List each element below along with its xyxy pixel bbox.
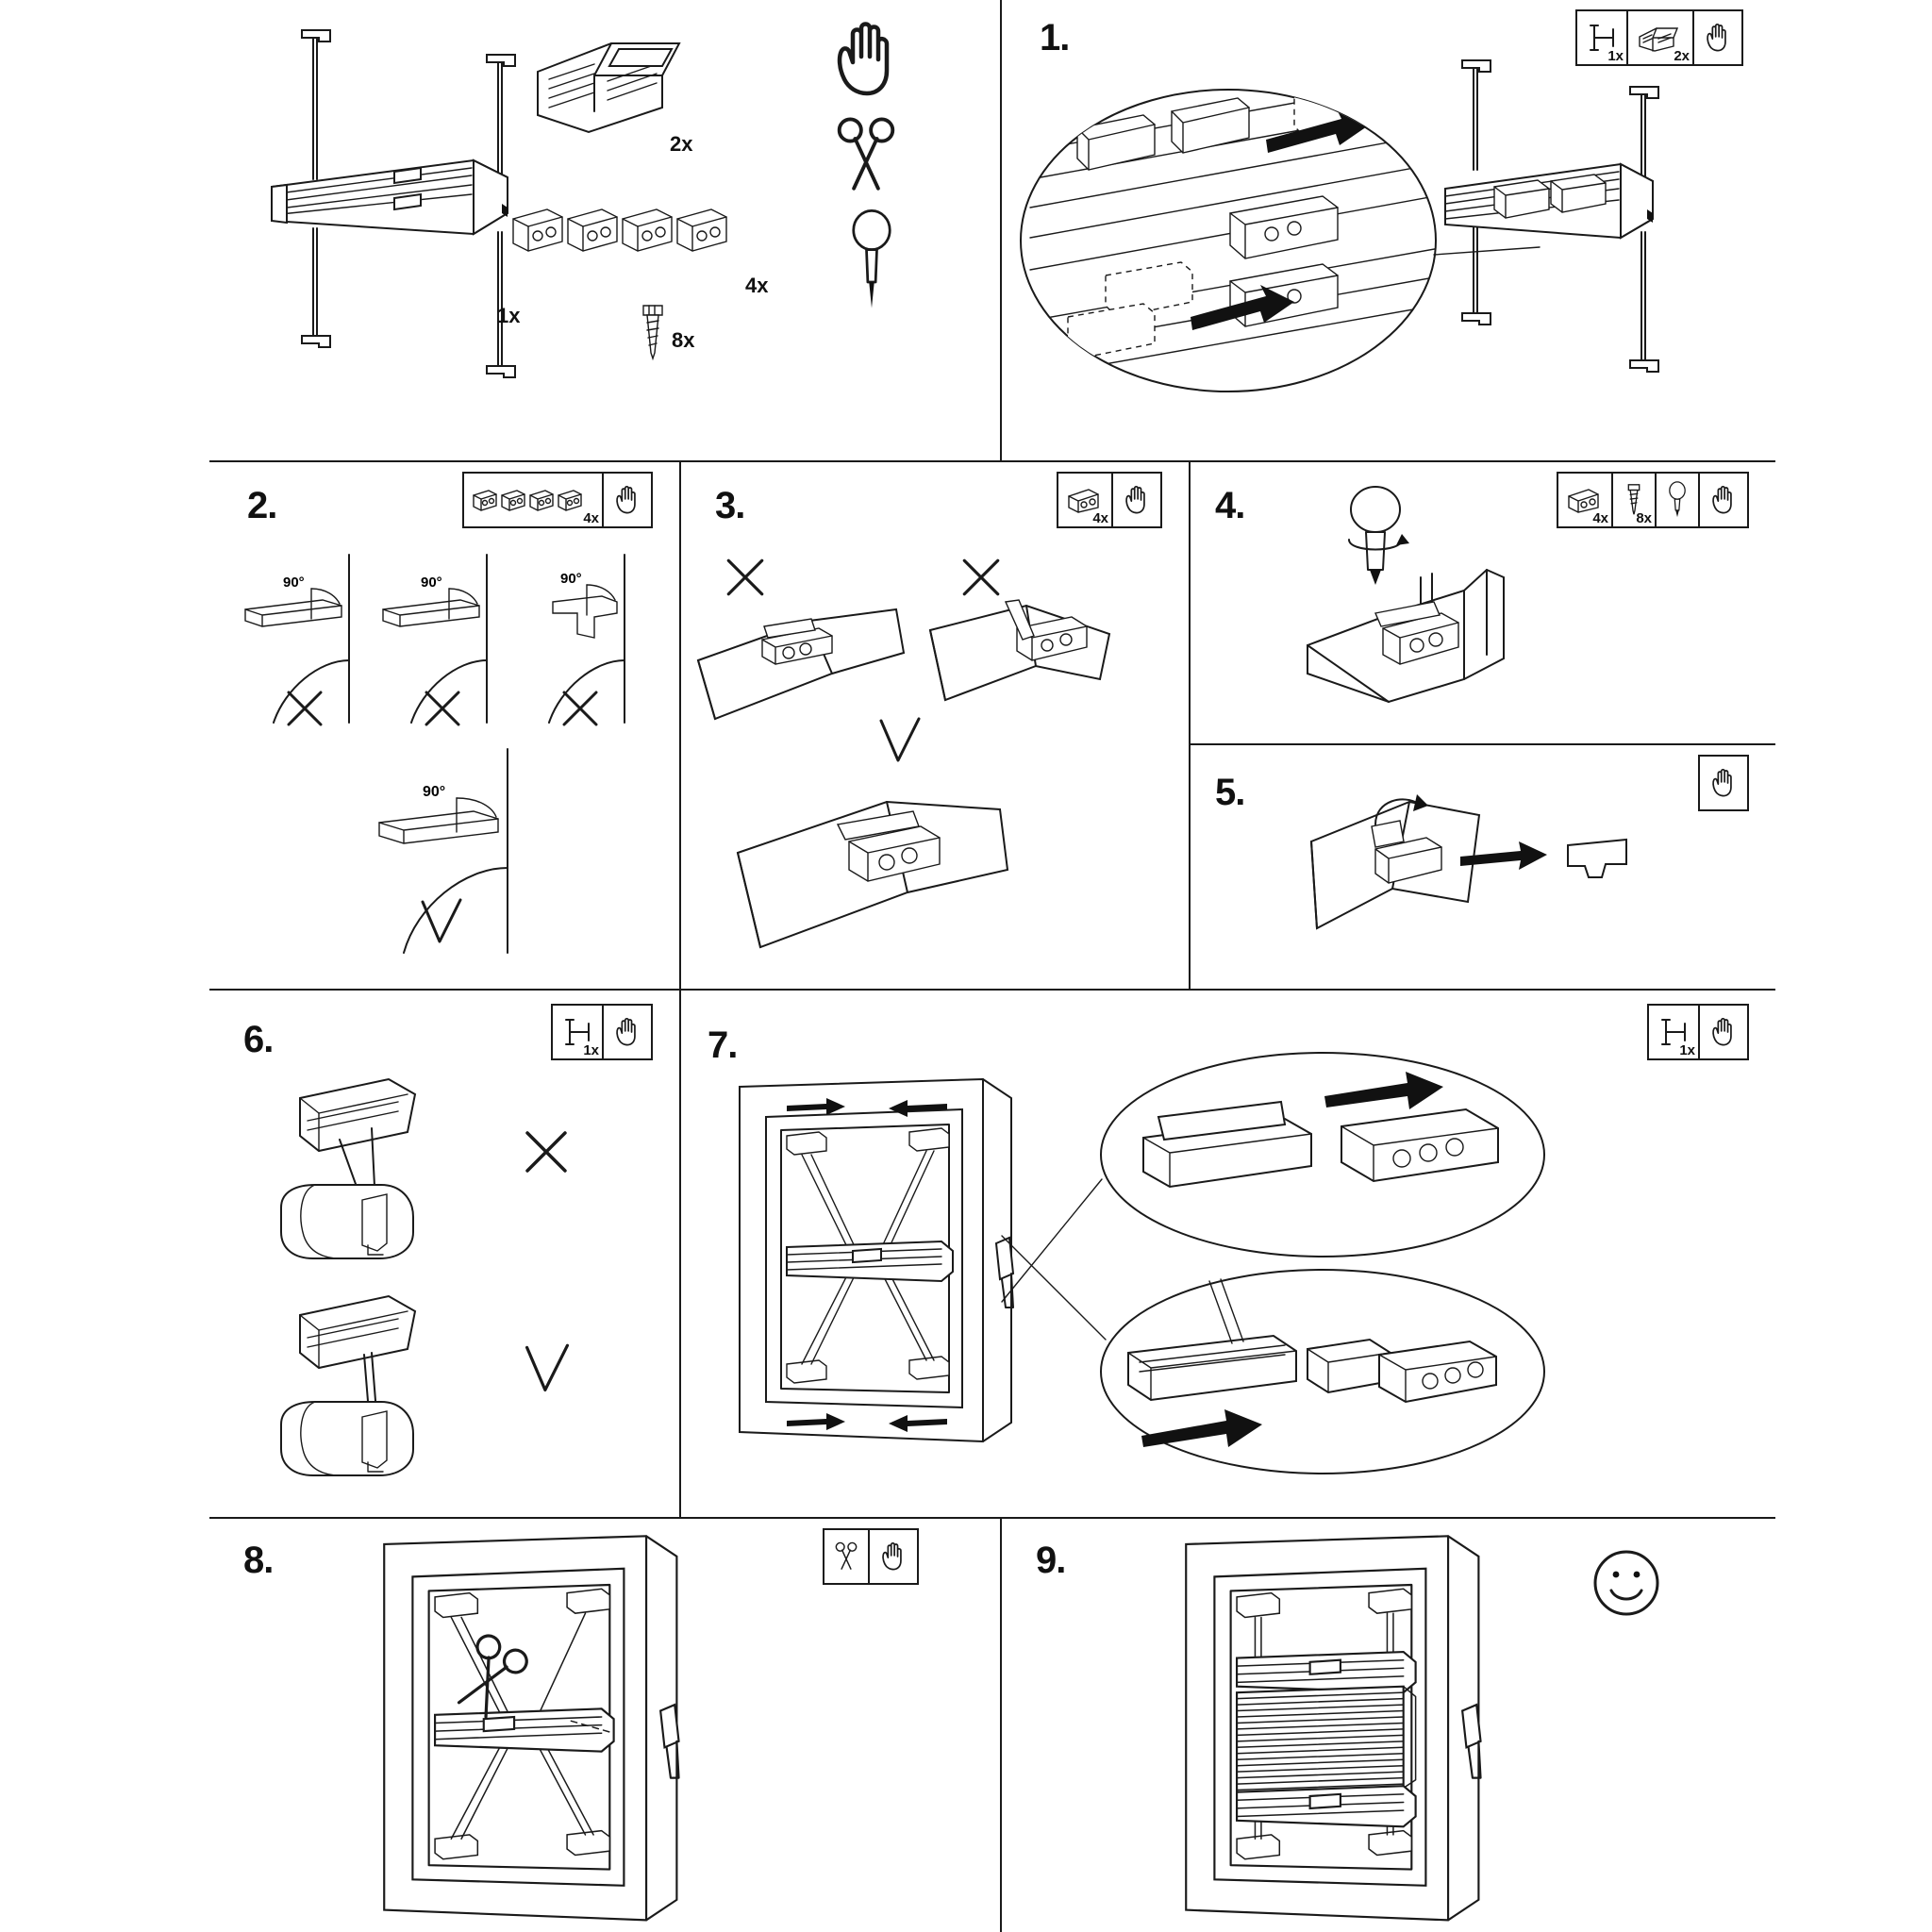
svg-text:90°: 90° xyxy=(283,575,305,591)
clamp-holder-bracket-drawing xyxy=(521,21,700,143)
step-6-panel xyxy=(209,991,681,1519)
scissors-icon xyxy=(828,113,904,198)
rail-profile-icon xyxy=(1649,1006,1700,1058)
step-3-toolbar xyxy=(1057,472,1162,528)
step-7-number: 7. xyxy=(708,1024,738,1066)
hand-icon xyxy=(604,1006,651,1058)
step-9-panel xyxy=(1002,1519,1775,1932)
step-1-blind-drawing xyxy=(1426,47,1728,425)
parts-list-panel xyxy=(209,0,1002,462)
step-7-panel xyxy=(681,991,1775,1519)
step-8-cut-cord-drawing xyxy=(370,1532,709,1928)
step-9-number: 9. xyxy=(1036,1540,1066,1581)
step-1-number: 1. xyxy=(1040,17,1070,58)
step-5-remove-cover-drawing xyxy=(1285,783,1709,972)
check-mark xyxy=(875,715,924,768)
step-4-panel xyxy=(1191,462,1775,745)
step-6-correct-cord-routing xyxy=(266,1283,511,1500)
svg-text:90°: 90° xyxy=(423,784,446,800)
svg-text:90°: 90° xyxy=(421,575,442,591)
step-3-panel xyxy=(681,462,1191,991)
step-7-detail-bottom xyxy=(1058,1264,1549,1481)
step-1-tool-qty-rail: 1x xyxy=(1607,48,1624,64)
parts-qty-clip: 4x xyxy=(745,274,769,297)
hand-icon xyxy=(1700,1006,1747,1058)
scissors-icon xyxy=(824,1530,870,1583)
hand-icon xyxy=(1700,474,1747,526)
step-1-panel xyxy=(1002,0,1775,462)
hand-icon xyxy=(604,474,651,526)
step-2-number: 2. xyxy=(247,485,277,526)
step-3-correct-orientation xyxy=(728,774,1030,981)
step-1-tool-qty-clamp: 2x xyxy=(1674,48,1690,64)
step-1-detail-drawing xyxy=(1011,38,1464,443)
cross-mark xyxy=(421,687,464,730)
hand-icon xyxy=(1113,474,1160,526)
step-8-number: 8. xyxy=(243,1540,274,1581)
check-mark xyxy=(417,896,466,949)
check-mark xyxy=(521,1341,574,1398)
parts-qty-screw: 8x xyxy=(672,328,695,352)
step-4-tool-qty-screw: 8x xyxy=(1636,510,1652,526)
step-6-tool-qty-rail: 1x xyxy=(583,1042,599,1058)
hand-icon xyxy=(870,1530,917,1583)
cross-mark xyxy=(283,687,326,730)
step-9-finished-drawing xyxy=(1172,1532,1511,1928)
rail-profile-icon xyxy=(553,1006,604,1058)
smiley-icon xyxy=(1591,1547,1662,1619)
step-2-tool-qty-clip: 4x xyxy=(583,510,599,526)
step-3-wrong-orientation-2 xyxy=(924,585,1151,774)
parts-qty-clamp: 2x xyxy=(670,132,693,156)
step-6-toolbar xyxy=(551,1004,653,1060)
svg-text:90°: 90° xyxy=(560,571,582,587)
click-clip-icon xyxy=(464,474,604,526)
step-4-number: 4. xyxy=(1215,485,1245,526)
cross-mark xyxy=(558,687,602,730)
cross-mark xyxy=(723,555,768,600)
step-7-detail-top xyxy=(1058,1047,1549,1264)
screwdriver-handle-icon xyxy=(1657,474,1700,526)
hand-icon xyxy=(824,17,909,102)
screw-icon xyxy=(1613,474,1657,526)
step-4-tool-qty-clip: 4x xyxy=(1592,510,1608,526)
screw-drawing xyxy=(636,300,674,366)
cross-mark xyxy=(521,1126,572,1177)
step-3-number: 3. xyxy=(715,485,745,526)
step-2-toolbar xyxy=(462,472,653,528)
step-7-tool-qty-rail: 1x xyxy=(1679,1042,1695,1058)
screwdriver-icon xyxy=(843,209,900,313)
step-3-tool-qty-clip: 4x xyxy=(1092,510,1108,526)
click-clip-icon xyxy=(1058,474,1113,526)
step-8-panel xyxy=(209,1519,1002,1932)
step-5-number: 5. xyxy=(1215,772,1245,813)
step-5-panel xyxy=(1191,745,1775,991)
step-8-toolbar xyxy=(823,1528,919,1585)
step-7-window-drawing xyxy=(728,1075,1040,1453)
step-2-panel xyxy=(209,462,681,991)
step-6-wrong-cord-routing xyxy=(266,1066,511,1283)
click-mount-clips-drawing xyxy=(509,198,745,264)
step-7-toolbar xyxy=(1647,1004,1749,1060)
step-4-screwing-drawing xyxy=(1285,479,1606,734)
parts-qty-blind: 1x xyxy=(497,304,521,327)
step-6-number: 6. xyxy=(243,1019,274,1060)
